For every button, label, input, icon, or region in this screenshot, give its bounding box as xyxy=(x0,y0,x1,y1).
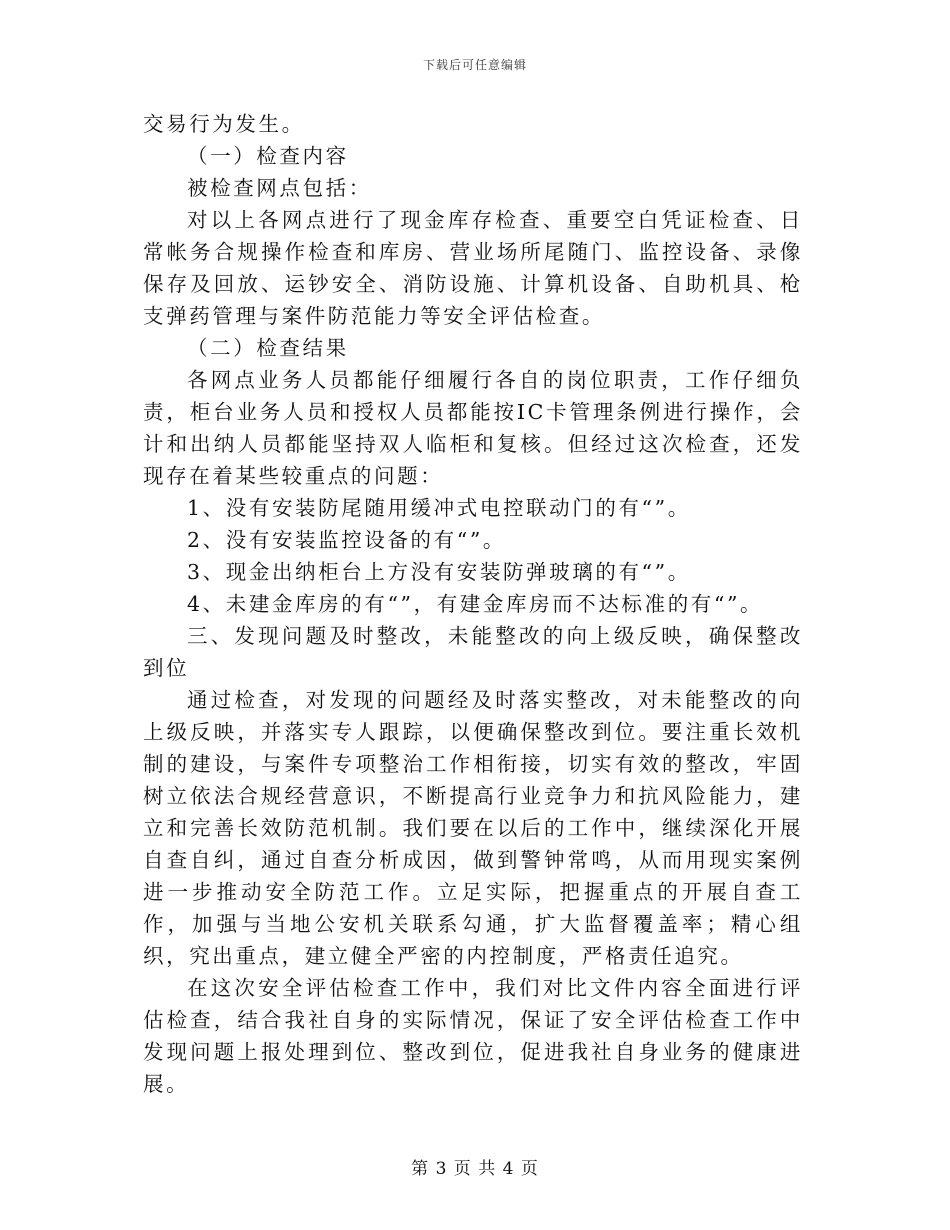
page-number: 第 3 页 共 4 页 xyxy=(411,1159,539,1179)
list-item: 2、没有安装监控设备的有“”。 xyxy=(187,528,507,552)
paragraph: 交易行为发生。 xyxy=(143,112,305,136)
document-body xyxy=(143,108,803,1100)
paragraph: 在这次安全评估检查工作中，我们对比文件内容全面进行评估检查，结合我社自身的实际情况，保证了安全评估检查工作中发现问题上报处理到位、整改到位，促进我社自身业务的健康进展。 xyxy=(143,976,803,1096)
paragraph: 各网点业务人员都能仔细履行各自的岗位职责，工作仔细负责，柜台业务人员和授权人员都能按IC卡管理条例进行操作，会计和出纳人员都能坚持双人临柜和复核。但经过这次检查，还发现存在着某些较重点的问题： xyxy=(143,368,803,488)
page-header: 下载后可任意编辑 xyxy=(422,58,527,72)
paragraph: 对以上各网点进行了现金库存检查、重要空白凭证检查、日常帐务合规操作检查和库房、营业场所尾随门、监控设备、录像保存及回放、运钞安全、消防设施、计算机设备、自助机具、枪支弹药管理与案件防范能力等安全评估检查。 xyxy=(143,208,803,328)
list-item: 4、未建金库房的有“”，有建金库房而不达标准的有“”。 xyxy=(187,592,764,616)
section-heading: （一）检查内容 xyxy=(187,144,349,168)
paragraph: 被检查网点包括： xyxy=(187,176,372,200)
paragraph: 通过检查，对发现的问题经及时落实整改，对未能整改的向上级反映，并落实专人跟踪，以便确保整改到位。要注重长效机制的建设，与案件专项整治工作相衔接，切实有效的整改，牢固树立依法合规经营意识，不断提高行业竞争力和抗风险能力，建立和完善长效防范机制。我们要在以后的工作中，继续深化开展自查自纠，通过自查分析成因，做到警钟常鸣，从而用现实案例进一步推动安全防范工作。立足实际，把握重点的开展自查工作，加强与当地公安机关联系勾通，扩大监督覆盖率；精心组织，究出重点，建立健全严密的内控制度，严格责任追究。 xyxy=(143,688,803,968)
section-heading: （二）检查结果 xyxy=(187,336,349,360)
list-item: 1、没有安装防尾随用缓冲式电控联动门的有“”。 xyxy=(187,496,691,520)
list-item: 3、现金出纳柜台上方没有安装防弹玻璃的有“”。 xyxy=(187,560,691,584)
section-heading: 三、发现问题及时整改，未能整改的向上级反映，确保整改到位 xyxy=(143,624,803,680)
